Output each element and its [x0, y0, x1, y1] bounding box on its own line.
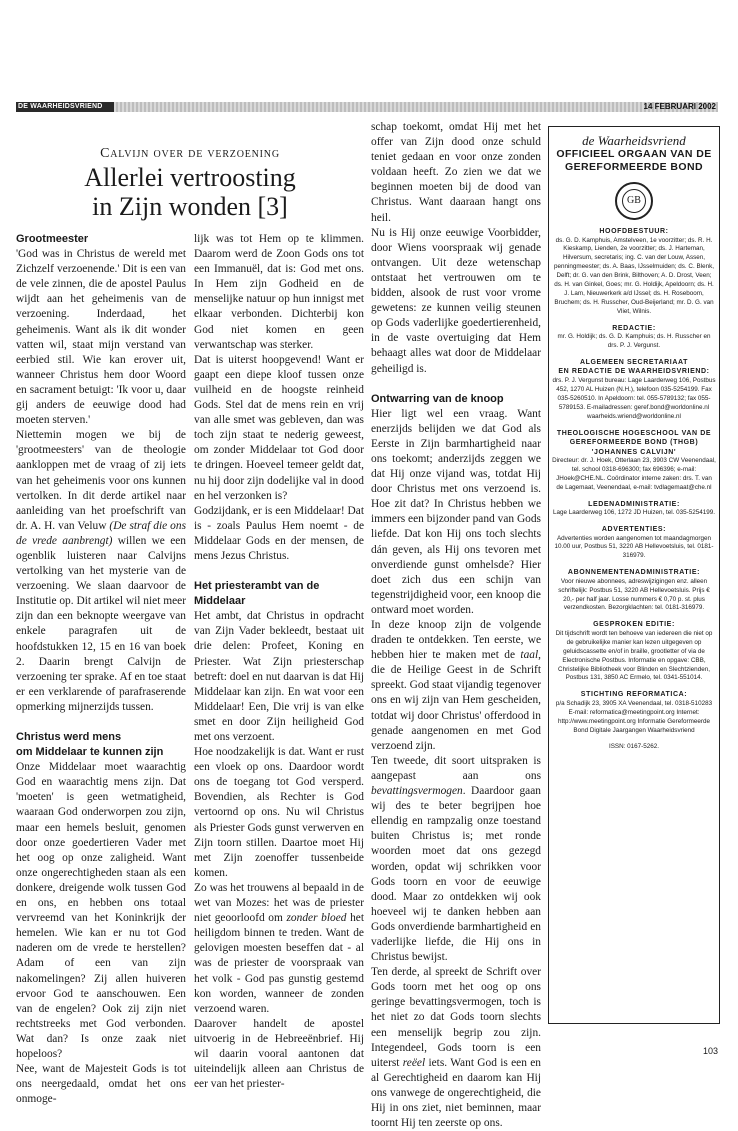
italic-word: reëel — [402, 1056, 426, 1069]
header-band — [16, 102, 718, 112]
italic-word: bevattingsvermogen — [371, 785, 463, 798]
heading-gesproken-editie: GESPROKEN EDITIE: — [593, 621, 675, 629]
paragraph — [16, 428, 186, 715]
text-span: het heiligdom binnen te treden. Want de gelovigen moesten beseffen dat - al was de priester de voorspraak van het volk - God pas gunstig gestemd kon worden, wanneer de zonden verzoend waren. — [194, 912, 364, 1015]
heading-abonnementen: ABONNEMENTENADMINISTRATIE: — [567, 569, 701, 577]
page-number: 103 — [702, 1046, 718, 1056]
text-abonnementen: Voor nieuwe abonnees, adreswijzigingen enz. alleen schriftelijk: Postbus 51, 3220 AB Hellevoetsluis. Prijs € 20,- per half jaar. Losse nummers € 0,70 p. st. plus verzendkosten. Bezorgklachten: tel. 0181-316979. — [558, 577, 710, 612]
heading-thgb: THEOLOGISCHE HOGESCHOOL VAN DE GEREFORMEERDE BOND (THGB) 'JOHANNES CALVIJN' — [556, 429, 712, 456]
text-span: Ten tweede, dit soort uitspraken is aangepast aan ons — [371, 754, 541, 782]
paragraph: lijk was tot Hem op te klimmen. Daarom werd de Zoon Gods ons tot een Immanuël, dat is: God met ons. In Hem zijn Godheid en de menselijke natuur op hun innigst met elkaar verbonden. Dichterbij kon God niet komen en geen verwantschap was sterker. — [194, 233, 364, 351]
heading-line: EN REDACTIE DE WAARHEIDSVRIEND: — [558, 368, 710, 376]
paragraph — [371, 618, 541, 754]
article-kicker: Calvijn over de verzoening — [100, 146, 280, 161]
paragraph: 'God was in Christus de wereld met Zichzelf verzoenende.' Dit is een van de vele zinnen, die de apostel Paulus wijdt aan het geheimenis van de verzoening. Inderdaad, het geheimenis. Want als ik dit wonder vatten wil, staat mijn verstand van eerbied stil. Wie kan erover uit, wanneer Christus hem door Woord en sacrament betuigt: 'Ik voor u, daar gij anders de eeuwige dood had moeten sterven.' — [16, 248, 186, 427]
paragraph: Hier ligt wel een vraag. Want enerzijds belijden we dat God als Eerste in Zijn barmhartigheid naar ons toekomt; anderzijds zeggen we dat Hij onze vijand was, totdat Hij door Christus met ons verzoend is. Hoe zit dat? In Christus hebben we immers een bijzonder pand van Gods liefde. Dat kon Hij ons toch slechts dán geven, als Hij ons tevoren met onverdiende gunst omhelsde? Hier doet zich dus een schijn van tegenstrijdigheid voor, een knoop die ontward moet worden. — [371, 407, 541, 616]
colophon-sidebar — [548, 126, 720, 1024]
text-span: Ten derde, al spreekt de Schrift over Gods toorn met het oog op ons geringe bevattingsvermogen, toch is het niet zo dat Gods toorn slechts een menselijk begrip zou zijn. Integendeel, Gods toorn is een uiterst — [371, 966, 541, 1069]
title-line-1: Allerlei vertroosting — [84, 163, 296, 192]
subheading-christus-mens: Christus werd mens — [16, 731, 122, 743]
italic-title: (De straf die ons de vrede aanbrengt) — [16, 519, 187, 547]
column-2 — [194, 232, 364, 1092]
italic-phrase: zonder bloed — [286, 912, 347, 925]
text-span: willen we een ogenblik luisteren naar Calvijns vertolking van het mysterie van de verzoening. We slaan daarvoor de Institutie op. Dit artikel wil niet meer zijn dan een beknopte weergave van enkele paragrafen uit de hoofdstukken 12, 15 en 16 van boek 2. Daarin brengt Calvijn de verzoening ter sprake. Af en toe staat er een verklarende of parafraserende opmerking mijnerzijds tussen. — [16, 534, 186, 713]
spacer — [194, 564, 364, 579]
heading-ledenadministratie: LEDENADMINISTRATIE: — [588, 500, 680, 508]
paragraph: Daarover handelt de apostel uitvoerig in de Hebreeënbrief. Hij wil daarin vooral aantonen dat uiteindelijk alleen aan Christus de eer van het priester- — [194, 1017, 364, 1091]
title-line-2: in Zijn wonden [3] — [92, 192, 288, 221]
heading-redactie: REDACTIE: — [612, 324, 656, 332]
paragraph — [194, 881, 364, 1017]
logo-monogram: GB — [622, 189, 646, 213]
heading-reformatica: STICHTING REFORMATICA: — [580, 691, 688, 699]
header-magazine-name: DE WAARHEIDSVRIEND — [16, 102, 114, 112]
text-thgb: Directeur: dr. J. Hoek, Otterlaan 23, 3903 CW Veenendaal, tel. school 0318-696300; fax 696396; e-mail: JHoek@CHE.NL. Coördinator interne zaken: drs. T. van de Lagemaat, Veenendaal, e-mail: tvdlagemaat@che.nl — [552, 457, 716, 491]
sidebar-magazine-name: de Waarheidsvriend — [582, 133, 686, 148]
paragraph: schap toekomt, omdat Hij met het offer van Zijn dood onze schuld teniet gedaan en voor onze zonden voldaan heeft. Zo zien we dat we beginnen moeten bij de dood van Christus. Want daaraan hangt ons heil. — [371, 121, 541, 224]
subheading-ontwarring: Ontwarring van de knoop — [371, 392, 504, 405]
heading-line: ALGEMEEN SECRETARIAAT — [579, 358, 688, 366]
paragraph: Nu is Hij onze eeuwige Voorbidder, door Wiens voorspraak wij genade ontvangen. Uit deze wetenschap ontstaat het vertrouwen om te bidden, alsook de rust voor vrome gewetens: ze kunnen veilig steunen op Gods vaderlijke goedertierenheid, in de vaste overtuiging dat Hem behaagt alles wat door de Middelaar geheiligd is. — [371, 226, 541, 375]
sidebar-subtitle-2: GEREFORMEERDE BOND — [565, 161, 703, 173]
text-hoofdbestuur: ds. G. D. Kamphuis, Amstelveen, 1e voorzitter; ds. R. H. Kieskamp, Lienden, 2e voorzitter; ds. J. Harteman, Hilversum, secretaris; ing. C. van der Louw, Assen, penningmeester; ds. A. Baas, IJsselmuiden; ds. C. Blenk, Delft; dr. G. van den Brink, Bilthoven; A. D. Drost, Veen; ds. H. van Ginkel, Goes; mr. G. Holdijk, Apeldoorn; ds. H. J. Lam, Nieuwerkerk a/d IJssel; ds. H. Roseboom, Bruchem; ds. H. Russcher, Oud-Beijerland; mr. D. G. van Vliet, Wilnis. — [554, 236, 714, 315]
sidebar-subtitle-1: OFFICIEEL ORGAAN VAN DE — [556, 148, 712, 160]
paragraph — [371, 754, 541, 965]
logo-icon — [615, 182, 653, 220]
heading-hoofdbestuur: HOOFDBESTUUR: — [599, 228, 669, 235]
header-date: 14 FEBRUARI 2002 — [643, 102, 716, 111]
issn: ISSN: 0167-5262. — [608, 743, 660, 751]
paragraph: Godzijdank, er is een Middelaar! Dat is - zoals Paulus Hem noemt - de Middelaar Gods en der mensen, de mens Jezus Christus. — [194, 504, 364, 562]
text-span: Niettemin mogen we bij de 'grootmeesters' van de theologie aankloppen met de vraag of zij iets van het geheimenis voor ons kunnen vertolken. In dit derde artikel naar aanleiding van het proefschrift van dr. A. H. van Veluw — [16, 429, 186, 532]
text-span: Zo was het trouwens al bepaald in de wet van Mozes: het was de priester niet geoorloofd om — [194, 881, 364, 925]
article-title — [16, 163, 364, 221]
subheading-christus-mens-2: om Middelaar te kunnen zijn — [16, 746, 164, 759]
text-span: In deze knoop zijn de volgende draden te ontdekken. Ten eerste, we hebben hier te maken met de — [371, 619, 541, 662]
paragraph: Hoe noodzakelijk is dat. Want er rust een vloek op ons. Daardoor wordt ons de toegang tot God versperd. Bovendien, als Rechter is God vertoornd op ons. Nu wil Christus als Priester Gods gunst verwerven en Zijn toorn stillen. Daartoe moet Hij met Zijn zoenoffer tussenbeide komen. — [194, 746, 364, 879]
spacer — [371, 377, 541, 392]
spacer — [16, 715, 186, 730]
subheading-priesterambt: Het priesterambt van de Middelaar — [194, 580, 320, 608]
text-span: iets. Want God is een en al Gerechtigheid en daarom kan Hij ons vanwege de ongerechtigheid, die Hij in ons ziet, niet beminnen, maar toornt Hij ten zeerste op ons. — [371, 1056, 541, 1130]
heading-advertenties: ADVERTENTIES: — [601, 526, 667, 534]
heading-secretariaat — [552, 358, 716, 377]
paragraph: Nee, want de Majesteit Gods is tot ons neergedaald, omdat het ons onmoge- — [16, 1063, 186, 1106]
italic-word: taal — [520, 649, 539, 662]
column-1 — [16, 232, 186, 1107]
text-span: . Daardoor gaan wij des te beter begrijpen hoe ellendig en rampzalig onze toestand buiten Christus is; met ronde woorden moet dat ons gezegd worden, opdat wij schrikken voor Gods toorn en voor de eeuwige dood. Maar zo ontdekken wij ook hoeveel wij te danken hebben aan Gods onverdiende barmhartigheid en vaderlijke liefde, die Hij ons in Christus bewijst. — [371, 785, 541, 964]
paragraph: Dat is uiterst hoopgevend! Want er gaapt een diepe kloof tussen onze vuilheid en de hoogste reinheid Gods. Stel dat de mens rein en vrij van alle smet was gebleven, dan was toch zijn staat te nederig geweest, om zonder Middelaar tot God door te dringen. Hoeveel temeer geldt dat, nu hij door zijn dodelijke val in dood en hel verzonken is? — [194, 353, 364, 502]
text-secretariaat: drs. P. J. Vergunst bureau: Lage Laarderweg 106, Postbus 452, 1270 AL Huizen (N.H.), telefoon 035-5254199. Fax 035-5260510. In Apeldoorn: tel. 055-5789132; fax 055-5789153. E-mailadressen: geref.bond@worldonline.nl waarheids.wriend@worldonline.nl — [552, 376, 716, 420]
column-3 — [371, 120, 541, 1131]
text-gesproken-editie: Dit tijdschrift wordt ten behoeve van iedereen die niet op de gebruikelijke manier kan lezen uitgegeven op geluidscassette en/of in braille, grootletter of via de Electronische Postbus. Informatie en opgave: CBB, Christelijke Bibliotheek voor Blinden en Slechtzienden, Postbus 131, 3850 AC Ermelo, tel. 0341-551014. — [555, 629, 713, 682]
text-ledenadministratie: Lage Laarderweg 106, 1272 JD Huizen, tel. 035-5254199. — [552, 509, 716, 517]
text-reformatica: p/a Schadijk 23, 3905 XA Veenendaal, tel. 0318-510283 E-mail: reformatica@meetingpoint.org Internet: http://www.meetingpoint.org Informatie Gereformeerde Bond Digitale Jaargangen Waarheidsvriend — [555, 699, 713, 734]
paragraph: Het ambt, dat Christus in opdracht van Zijn Vader bekleedt, bestaat uit drie delen: Profeet, Koning en Priester. Wat Zijn priesterschap betreft: doel en nut daarvan is dat Hij Middelaar kan zijn. En wat voor een Middelaar! Een, Die vrij is van elke smet en door Zijn heiligheid God met ons verzoent. — [194, 610, 364, 743]
paragraph: Onze Middelaar moet waarachtig God en waarachtig mens zijn. Dat 'moeten' is geen wetmatigheid, waaraan God onderworpen zou zijn, maar een hemels besluit, genomen door onze goedertieren Vader met het oog op onze zaligheid. Want onze ongerechtigheden staan als een donkere, dreigende wolk tussen God en ons, en hebben ons totaal vervreemd van het Koninkrijk der hemelen. Wie kan er nu tot God naderen om de vrede te herstellen? Adam of een van zijn nakomelingen? Zij allen huiveren ervoor God te aanschouwen. Een van de engelen? Ook zij zijn niet rechtstreeks met God verbonden. Wat dan? Is onze zaak niet hopeloos? — [16, 761, 186, 1060]
text-span: , die de Heilige Geest in de Schrift spreekt. God staat vijandig tegenover ons en wij zijn van Hem gescheiden, totdat wij door Christus' offerdood in genade aangenomen en met God verzoend zijn. — [371, 649, 541, 752]
subheading-grootmeester: Grootmeester — [16, 233, 89, 245]
paragraph — [371, 965, 541, 1131]
text-redactie: mr. G. Holdijk; ds. G. D. Kamphuis; ds. H. Russcher en drs. P. J. Vergunst. — [557, 333, 711, 350]
text-advertenties: Advertenties worden aangenomen tot maandagmorgen 10.00 uur, Postbus 51, 3220 AB Hellevoetsluis, tel. 0181-316979. — [554, 534, 714, 560]
